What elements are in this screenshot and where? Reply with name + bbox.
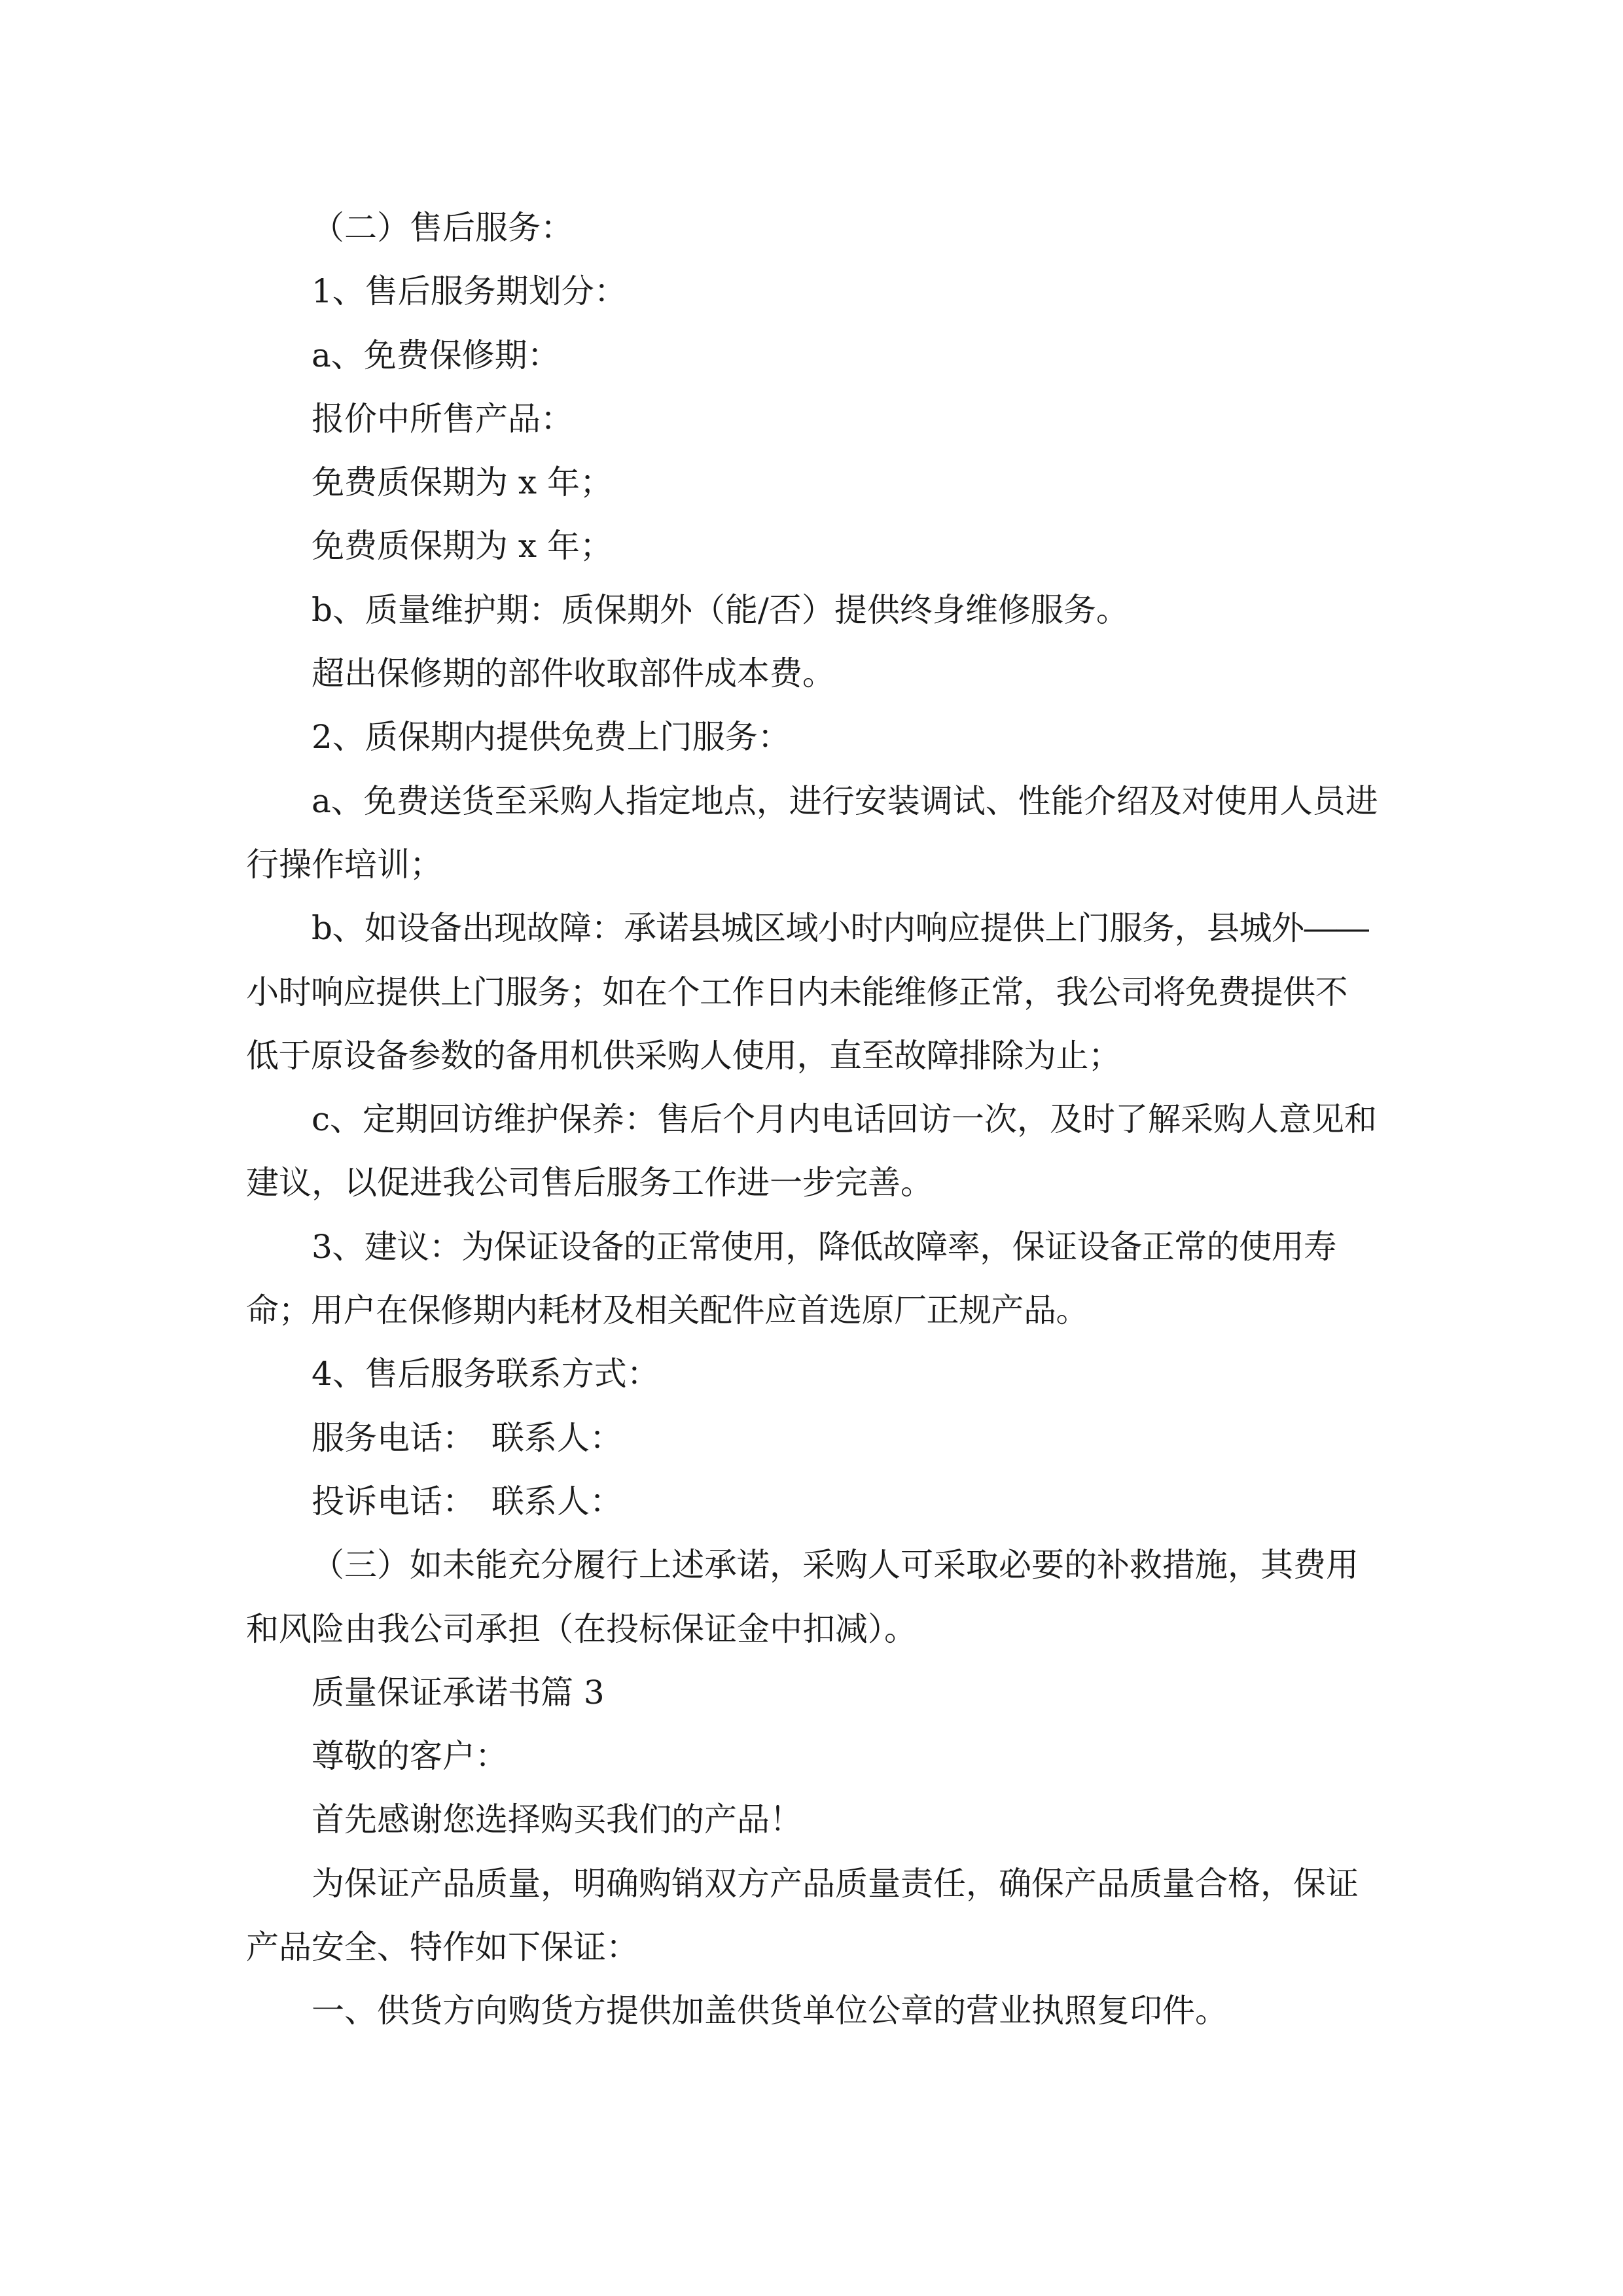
paragraph: c、定期回访维护保养：售后个月内电话回访一次，及时了解采购人意见和建议，以促进我公司售后服务工作进一步完善。 [246, 1100, 1378, 1202]
contact-complaint-line: 投诉电话： 联系人： [312, 1482, 622, 1520]
paragraph: 免费质保期为 x 年； [312, 463, 613, 502]
paragraph: 4、售后服务联系方式： [312, 1355, 660, 1393]
paragraph: b、如设备出现故障：承诺县城区域小时内响应提供上门服务，县城外――小时响应提供上门服务；如在个工作日内未能维修正常，我公司将免费提供不低于原设备参数的备用机供采购人使用，直至故障排除为止； [246, 909, 1369, 1075]
salutation: 尊敬的客户： [312, 1737, 508, 1776]
paragraph: 1、售后服务期划分： [312, 272, 627, 311]
document-body [246, 196, 1378, 2043]
paragraph: 一、供货方向购货方提供加盖供货单位公章的营业执照复印件。 [312, 1992, 1228, 2030]
paragraph: （三）如未能充分履行上述承诺，采购人可采取必要的补救措施，其费用和风险由我公司承担（在投标保证金中扣减）。 [246, 1546, 1359, 1648]
paragraph: b、质量维护期：质保期外（能/否）提供终身维修服务。 [312, 590, 1129, 629]
paragraph: a、免费保修期： [312, 336, 560, 374]
section-title: 质量保证承诺书篇 3 [312, 1673, 605, 1712]
section-heading-after-sales: （二）售后服务： [312, 209, 573, 247]
paragraph: 超出保修期的部件收取部件成本费。 [312, 655, 835, 693]
paragraph: 为保证产品质量，明确购销双方产品质量责任，确保产品质量合格，保证产品安全、特作如下保证： [246, 1864, 1359, 1967]
paragraph: 首先感谢您选择购买我们的产品！ [312, 1801, 802, 1839]
paragraph: 免费质保期为 x 年； [312, 527, 613, 565]
paragraph: 报价中所售产品： [312, 399, 573, 438]
paragraph: 2、质保期内提供免费上门服务： [312, 718, 791, 757]
paragraph: a、免费送货至采购人指定地点，进行安装调试、性能介绍及对使用人员进行操作培训； [246, 781, 1378, 884]
paragraph: 3、建议：为保证设备的正常使用，降低故障率，保证设备正常的使用寿命；用户在保修期内耗材及相关配件应首选原厂正规产品。 [246, 1227, 1336, 1330]
contact-service-line: 服务电话： 联系人： [312, 1418, 622, 1457]
